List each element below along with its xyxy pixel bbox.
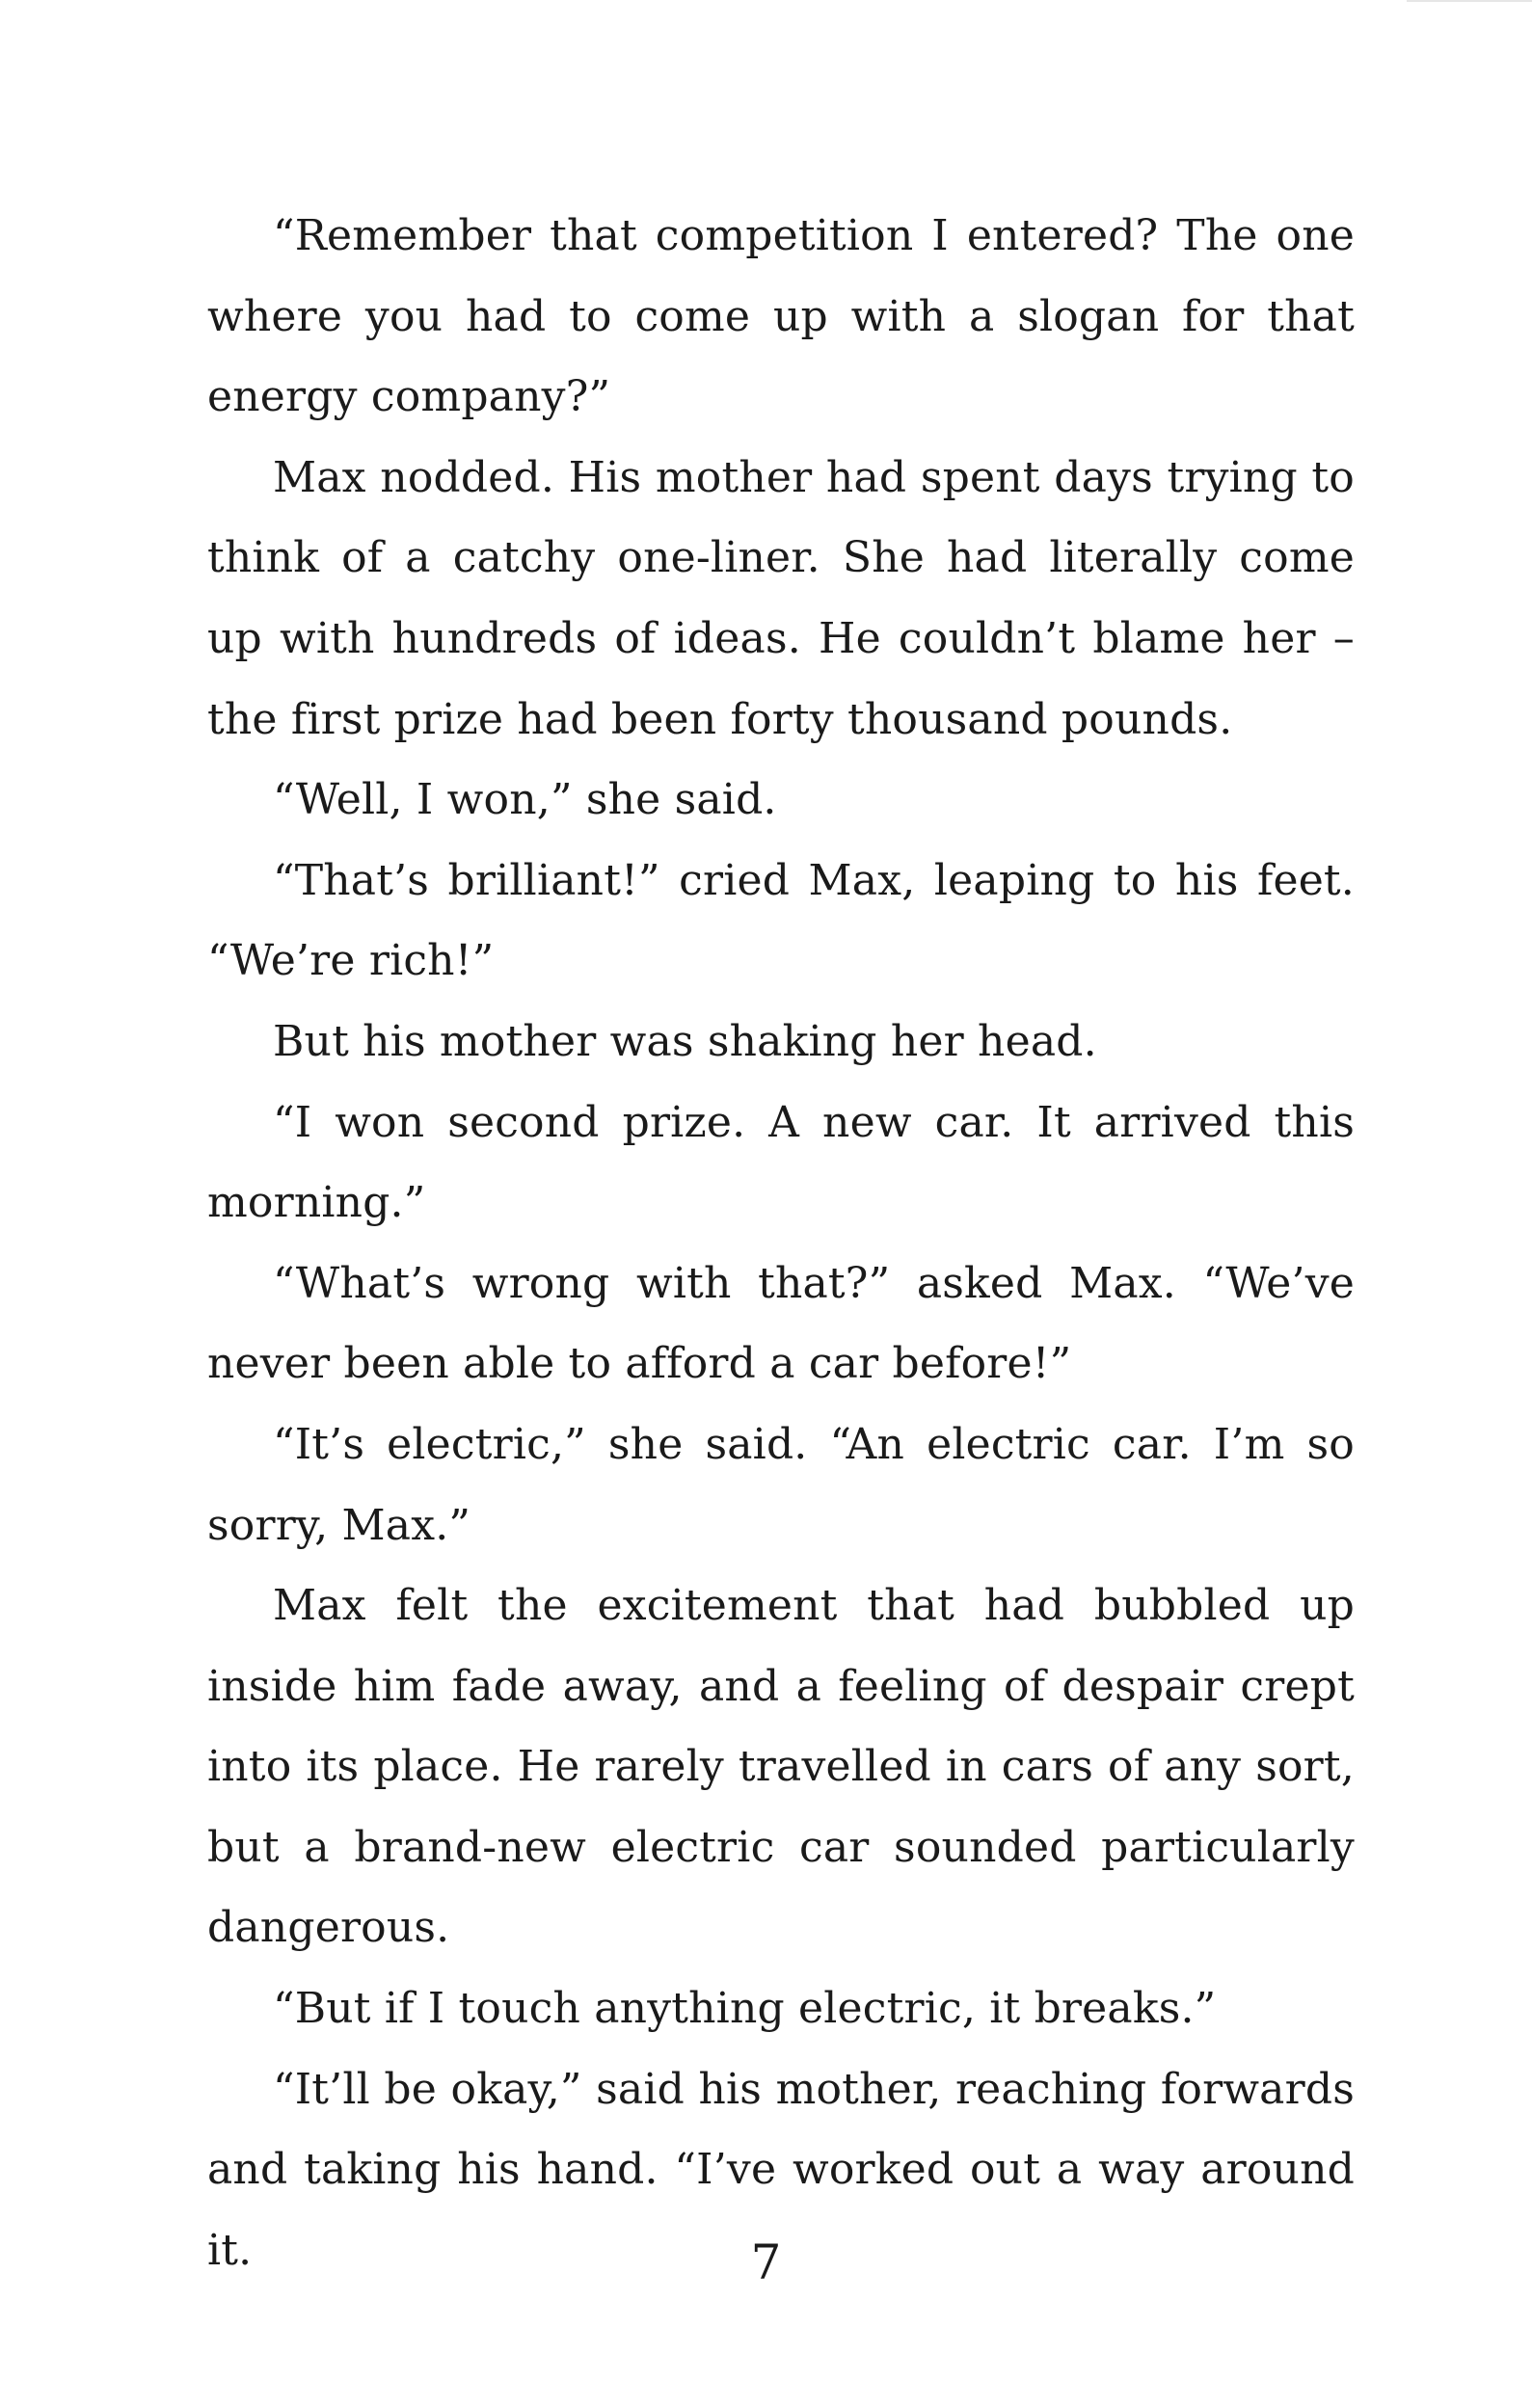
paragraph: But his mother was shaking her head. xyxy=(273,1016,1097,1066)
body-text xyxy=(207,196,1355,2290)
paragraph: Max felt the excitement that had bubbled up inside him fade away, and a feeling of despair crept into its place. He rarely travelled in cars of any sort, but a brand-new electric car sounded particularly dangerous. xyxy=(207,1581,1355,1953)
paragraph: “What’s wrong with that?” asked Max. “We’ve never been able to afford a car before!” xyxy=(207,1258,1355,1389)
paragraph: “I won second prize. A new car. It arrived this morning.” xyxy=(207,1097,1355,1228)
paragraph: “It’s electric,” she said. “An electric car. I’m so sorry, Max.” xyxy=(207,1419,1355,1550)
paragraph: “Well, I won,” she said. xyxy=(273,775,777,825)
page-edge-line xyxy=(1407,0,1532,2)
paragraph: “That’s brilliant!” cried Max, leaping to his feet. “We’re rich!” xyxy=(207,855,1355,986)
paragraph: “It’ll be okay,” said his mother, reaching forwards and taking his hand. “I’ve worked out a way around it. xyxy=(207,2064,1355,2275)
paragraph: “Remember that competition I entered? The one where you had to come up with a slogan for that energy company?” xyxy=(207,211,1355,422)
page-number: 7 xyxy=(750,2234,782,2290)
paragraph: Max nodded. His mother had spent days trying to think of a catchy one-liner. She had literally come up with hundreds of ideas. He couldn’t blame her – the first prize had been forty thousand pounds. xyxy=(207,452,1355,744)
paragraph: “But if I touch anything electric, it breaks.” xyxy=(273,1984,1217,2034)
